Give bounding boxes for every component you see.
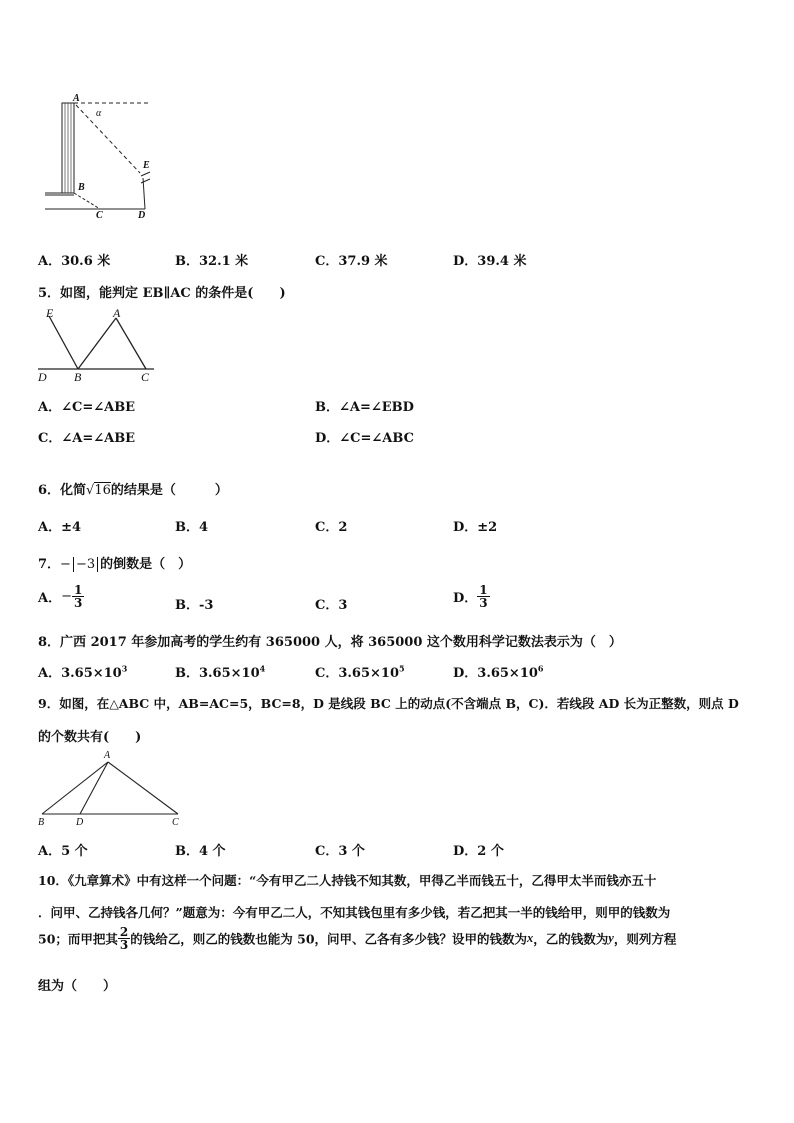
- sight-line-AE: [76, 105, 140, 173]
- q10-var-x: x: [527, 931, 534, 945]
- q9-label-D: D: [76, 817, 84, 828]
- q7-stem-pre: 7．: [38, 557, 61, 572]
- q9-option-c: C．3 个: [315, 844, 365, 859]
- segment-EB: [49, 316, 78, 369]
- q8-opt-a-exp: 3: [121, 663, 128, 674]
- q8-opt-c-text: C．3.65×10: [315, 666, 399, 681]
- q4-option-b: B．32.1 米: [175, 254, 249, 269]
- q5-label-C: C: [141, 370, 150, 384]
- q9-label-C: C: [172, 817, 179, 828]
- q6-option-c: C．2: [315, 520, 348, 535]
- q7-opt-d-fraction: [477, 584, 489, 609]
- q10-line2: ．问甲、乙持钱各几何？”题意为：今有甲乙二人，不知其钱包里有多少钱，若乙把其一半的钱给甲，则甲的钱数为: [38, 905, 671, 920]
- q4-option-a: A．30.6 米: [38, 254, 111, 269]
- q6-stem-pre: 6．化简: [38, 483, 87, 498]
- q10-line3: [38, 926, 676, 951]
- segment-AD: [80, 762, 108, 814]
- slope-BC: [74, 193, 100, 209]
- q9-label-A: A: [104, 750, 111, 761]
- q10-line4: 组为（ ）: [38, 979, 117, 994]
- segment-AB: [42, 762, 108, 814]
- q10-line1: 10．《九章算术》中有这样一个问题：“今有甲乙二人持钱不知其数，甲得乙半而钱五十，乙得甲太半而钱亦五十: [38, 873, 657, 888]
- q7-expr-inner: −3: [75, 557, 96, 572]
- q9-stem-line1: 9．如图，在△ABC 中，AB=AC=5，BC=8，D 是线段 BC 上的动点(不含端点 B，C)．若线段 AD 长为正整数，则点 D: [38, 696, 739, 711]
- segment-AC: [116, 318, 146, 369]
- q5-label-D: D: [38, 370, 47, 384]
- q7-opt-a-den: 3: [74, 596, 83, 610]
- segment-BA: [78, 318, 116, 369]
- q4-option-c: C．37.9 米: [315, 254, 388, 269]
- q4-label-A: A: [73, 93, 80, 104]
- q4-label-D: D: [138, 210, 146, 221]
- q7-opt-a-num: 1: [74, 583, 83, 597]
- q9-option-b: B．4 个: [175, 844, 226, 859]
- q8-opt-b-exp: 4: [259, 663, 266, 674]
- q7-option-b: B．-3: [175, 598, 214, 613]
- q7-opt-a-fraction: [72, 584, 84, 609]
- q7-option-c: C．3: [315, 598, 348, 613]
- q8-option-a: [38, 662, 127, 681]
- sign-E: [141, 172, 150, 176]
- q5-label-E: E: [46, 306, 54, 320]
- q7-expr-minus: −: [60, 557, 71, 572]
- q10-line3-mid2: ，乙的钱数为: [533, 931, 609, 947]
- q8-option-d: [453, 662, 544, 681]
- q9-label-B: B: [38, 817, 45, 828]
- q5-option-c: C．∠A=∠ABE: [38, 431, 136, 446]
- q9-option-a: A．5 个: [38, 844, 88, 859]
- q4-option-d: D．39.4 米: [453, 254, 527, 269]
- q6-stem: [38, 479, 228, 498]
- q7-option-d: [453, 584, 490, 609]
- q5-option-d: D．∠C=∠ABC: [315, 431, 414, 446]
- q10-line3-pre: 50；而甲把其: [38, 931, 118, 947]
- q10-line3-post: ，则列方程: [613, 931, 677, 947]
- q10-frac-num: 2: [119, 925, 129, 939]
- q7-abs-value: [73, 557, 98, 572]
- q5-label-B: B: [74, 370, 82, 384]
- q9-figure: [36, 756, 186, 828]
- q8-opt-c-exp: 5: [399, 663, 405, 674]
- q8-option-b: [175, 662, 265, 681]
- q8-opt-a-text: A．3.65×10: [38, 666, 122, 681]
- q5-option-b: B．∠A=∠EBD: [315, 400, 414, 415]
- q10-line3-mid: 的钱给乙，则乙的钱数也能为 50，问甲、乙各有多少钱？设甲的钱数为: [130, 931, 528, 947]
- q7-opt-d-den: 3: [479, 596, 488, 610]
- q8-opt-d-exp: 6: [537, 663, 544, 674]
- q8-opt-d-text: D．3.65×10: [453, 666, 538, 681]
- sqrt-symbol: √: [86, 483, 95, 498]
- q7-opt-d-label: D．: [453, 591, 478, 606]
- q9-stem-line2: 的个数共有( ): [38, 730, 142, 745]
- q6-option-d: D．±2: [453, 520, 498, 535]
- q10-var-y: y: [608, 931, 614, 945]
- q8-stem: 8．广西 2017 年参加高考的学生约有 365000 人，将 365000 这个数用科学记数法表示为（ ）: [38, 635, 622, 650]
- q4-label-E: E: [143, 160, 150, 171]
- q7-option-a: [38, 584, 84, 609]
- q9-option-d: D．2 个: [453, 844, 504, 859]
- q6-option-b: B．4: [175, 520, 209, 535]
- q5-stem: 5．如图，能判定 EB∥AC 的条件是( ): [38, 286, 286, 301]
- pole-DE: [143, 178, 145, 209]
- q7-opt-a-label: A．: [38, 591, 62, 606]
- q8-option-c: [315, 662, 405, 681]
- q6-stem-post: 的结果是（ ）: [110, 483, 228, 498]
- q7-opt-a-sign: −: [61, 589, 72, 604]
- q4-label-C: C: [96, 210, 103, 221]
- q10-frac-den: 3: [119, 938, 129, 952]
- q6-option-a: A．±4: [38, 520, 82, 535]
- q5-label-A: A: [113, 306, 121, 320]
- segment-AC: [108, 762, 178, 814]
- q4-label-alpha: α: [96, 108, 102, 119]
- q7-stem-post: 的倒数是（ ）: [100, 557, 192, 572]
- q10-fraction: [118, 926, 130, 951]
- q4-label-B: B: [78, 182, 85, 193]
- q5-option-a: A．∠C=∠ABE: [38, 400, 136, 415]
- q6-radicand: 16: [94, 483, 111, 498]
- q8-opt-b-text: B．3.65×10: [175, 666, 260, 681]
- q7-opt-d-num: 1: [479, 583, 488, 597]
- q7-stem: [38, 553, 191, 572]
